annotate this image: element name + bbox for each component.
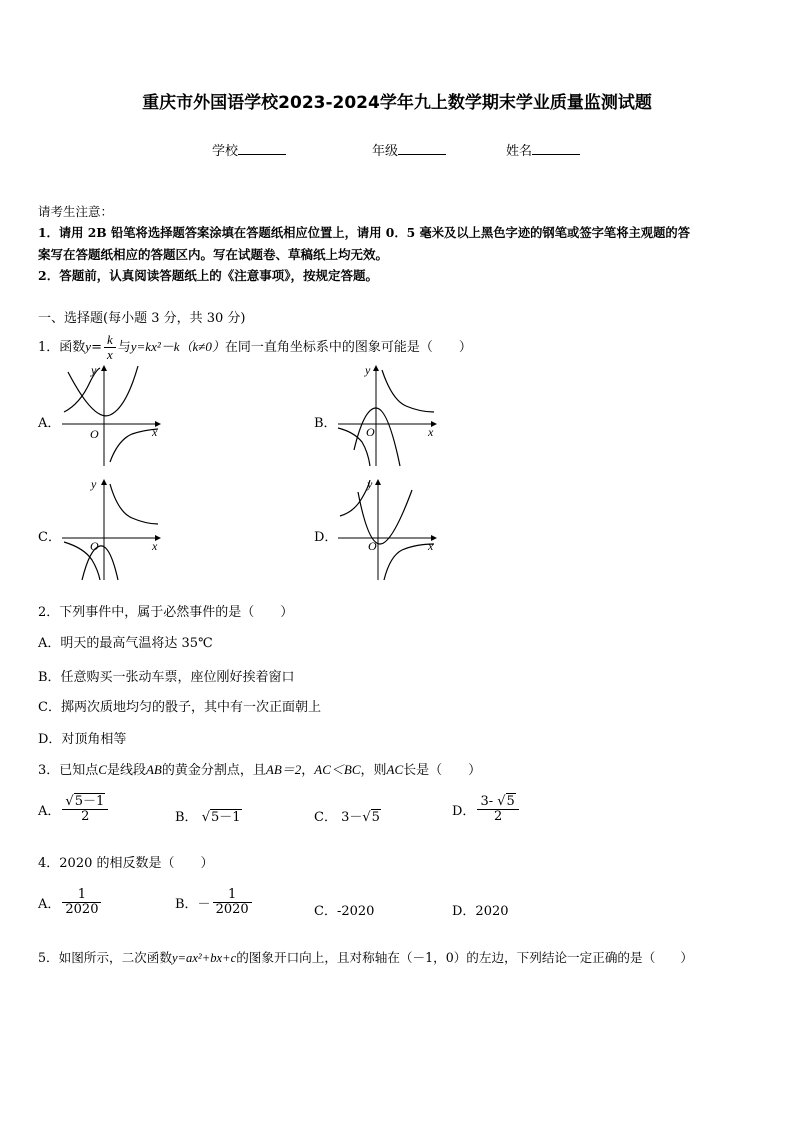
q1-option-d-label: D． bbox=[314, 530, 338, 545]
q3-a-num-val: 5－1 bbox=[74, 794, 105, 809]
y-label: y bbox=[91, 363, 97, 377]
q3-d-numerator bbox=[477, 795, 518, 810]
y-label: y bbox=[367, 477, 373, 491]
q3-text-2: 是线段 bbox=[106, 763, 146, 778]
question-1-stem bbox=[38, 330, 472, 365]
q1-graph-b bbox=[336, 362, 446, 468]
sqrt-icon: √ bbox=[497, 794, 506, 809]
q3-b-value: 5－1 bbox=[211, 810, 241, 825]
origin-label: O bbox=[90, 539, 99, 553]
q2-option-d: D．对顶角相等 bbox=[38, 732, 127, 747]
y-label: y bbox=[365, 363, 371, 377]
x-label: x bbox=[428, 425, 434, 439]
q3-d-num-prefix: 3- bbox=[480, 794, 498, 809]
origin-label: O bbox=[366, 425, 375, 439]
q3-option-a bbox=[38, 795, 110, 825]
q3-d-fraction bbox=[477, 795, 518, 825]
q1-eq: = bbox=[91, 340, 102, 355]
grade-label: 年级 bbox=[372, 144, 399, 159]
sqrt-icon: √ bbox=[201, 810, 210, 825]
q1-fraction bbox=[104, 333, 116, 363]
q1-y: y bbox=[85, 339, 92, 354]
school-field bbox=[212, 140, 286, 159]
grade-field bbox=[372, 140, 446, 159]
grade-blank bbox=[398, 142, 446, 155]
q3-condition-1: AB＝2 bbox=[265, 762, 302, 777]
parabola bbox=[358, 490, 412, 544]
x-label: x bbox=[428, 539, 434, 553]
q4-option-c: C．-2020 bbox=[314, 904, 375, 919]
q3-c-prefix: 3－ bbox=[341, 810, 363, 825]
q3-segment-ab: AB bbox=[145, 762, 162, 777]
q1-tail: 在同一直角坐标系中的图象可能是（ ） bbox=[224, 340, 472, 355]
question-4-stem: 4．2020 的相反数是（ ） bbox=[38, 856, 214, 871]
name-field bbox=[506, 140, 580, 159]
q4-a-numerator: 1 bbox=[62, 888, 101, 903]
q1-mid: 与 bbox=[117, 340, 131, 355]
question-5-stem bbox=[38, 947, 693, 966]
q1-option-a-label: A． bbox=[38, 416, 61, 431]
q5-formula: y=ax²+bx+c bbox=[171, 951, 237, 965]
parabola bbox=[354, 408, 400, 466]
q4-option-d: D．2020 bbox=[452, 904, 509, 919]
q1-option-b-label: B． bbox=[314, 416, 337, 431]
hyperbola-branch-2 bbox=[110, 429, 158, 462]
q4-b-numerator: 1 bbox=[213, 888, 252, 903]
q4-a-label: A． bbox=[38, 897, 61, 913]
notice-line-1b: 案写在答题纸相应的答题区内。写在试题卷、草稿纸上均无效。 bbox=[38, 247, 389, 262]
q3-a-fraction bbox=[62, 795, 108, 825]
sqrt-icon: √ bbox=[362, 810, 371, 825]
q3-d-denominator: 2 bbox=[493, 809, 503, 825]
question-3-stem bbox=[38, 759, 481, 778]
q4-option-a bbox=[38, 888, 103, 918]
q3-text-5: 长是（ ） bbox=[403, 763, 482, 778]
q4-b-label: B．－ bbox=[175, 897, 211, 913]
x-label: x bbox=[152, 425, 158, 439]
q1-graph-c bbox=[60, 476, 170, 582]
q3-option-b bbox=[175, 806, 242, 825]
school-blank bbox=[238, 142, 286, 155]
q5-text-1: 5．如图所示，二次函数 bbox=[38, 950, 172, 965]
q3-d-num-radicand: 5 bbox=[506, 794, 515, 809]
q3-option-c bbox=[314, 806, 381, 825]
hyperbola-branch-1 bbox=[110, 484, 158, 524]
q1-formula2: y=kx²－k（k≠0） bbox=[130, 339, 225, 354]
q3-text-4: ，则 bbox=[360, 763, 387, 778]
q2-option-c: C．掷两次质地均匀的骰子，其中有一次正面朝上 bbox=[38, 700, 321, 715]
q3-c-label: C． bbox=[314, 810, 337, 825]
notice-heading: 请考生注意： bbox=[38, 204, 114, 219]
q3-text-1: 3．已知点 bbox=[38, 763, 99, 778]
section-heading: 一、选择题(每小题 3 分，共 30 分) bbox=[38, 311, 246, 326]
q4-option-b bbox=[175, 888, 254, 918]
sqrt-icon: √ bbox=[65, 794, 74, 809]
q3-d-label: D． bbox=[452, 804, 476, 820]
q2-option-b: B．任意购买一张动车票，座位刚好挨着窗口 bbox=[38, 670, 295, 685]
q3-sep: ， bbox=[301, 763, 315, 778]
q5-text-2: 的图象开口向上，且对称轴在（－1，0）的左边，下列结论一定正确的是（ ） bbox=[236, 950, 693, 965]
q3-segment-ac: AC bbox=[386, 762, 404, 777]
origin-label: O bbox=[368, 539, 377, 553]
q1-option-c-label: C． bbox=[38, 530, 61, 545]
x-label: x bbox=[152, 539, 158, 553]
hyperbola-branch-1 bbox=[340, 480, 370, 516]
parabola bbox=[68, 366, 138, 416]
question-2-stem: 2．下列事件中，属于必然事件的是（ ） bbox=[38, 605, 294, 620]
q3-a-numerator bbox=[62, 795, 108, 810]
q1-graph-d bbox=[336, 476, 446, 582]
hyperbola-branch-1 bbox=[382, 370, 434, 412]
hyperbola-branch-2 bbox=[384, 544, 434, 580]
school-label: 学校 bbox=[212, 144, 239, 159]
q3-a-label: A． bbox=[38, 804, 61, 820]
q1-num: 1．函数 bbox=[38, 340, 86, 355]
parabola bbox=[82, 546, 118, 580]
y-label: y bbox=[91, 477, 97, 491]
q3-point-c: C bbox=[98, 762, 107, 777]
q4-b-denominator: 2020 bbox=[215, 902, 249, 918]
q1-graph-a bbox=[60, 362, 170, 468]
name-blank bbox=[532, 142, 580, 155]
q3-condition-2: AC＜BC bbox=[314, 762, 361, 777]
q4-b-fraction bbox=[213, 888, 252, 918]
q4-a-fraction bbox=[62, 888, 101, 918]
q3-option-d bbox=[452, 795, 521, 825]
q3-text-3: 的黄金分割点，且 bbox=[161, 763, 266, 778]
q2-option-a: A．明天的最高气温将达 35℃ bbox=[38, 636, 213, 651]
notice-line-2: 2．答题前，认真阅读答题纸上的《注意事项》，按规定答题。 bbox=[38, 268, 378, 283]
name-label: 姓名 bbox=[506, 144, 533, 159]
q3-b-label: B． bbox=[175, 810, 198, 825]
page-title: 重庆市外国语学校2023-2024学年九上数学期末学业质量监测试题 bbox=[142, 93, 652, 113]
q4-a-denominator: 2020 bbox=[65, 902, 99, 918]
q3-a-denominator: 2 bbox=[81, 809, 90, 825]
q3-c-radicand: 5 bbox=[371, 810, 380, 825]
q1-frac-den: x bbox=[106, 347, 113, 362]
notice-line-1: 1．请用 2B 铅笔将选择题答案涂填在答题纸相应位置上，请用 0．5 毫米及以上黑色字迹的钢笔或签字笔将主观题的答 bbox=[38, 225, 690, 240]
origin-label: O bbox=[90, 427, 99, 441]
q1-frac-num: k bbox=[104, 333, 116, 348]
